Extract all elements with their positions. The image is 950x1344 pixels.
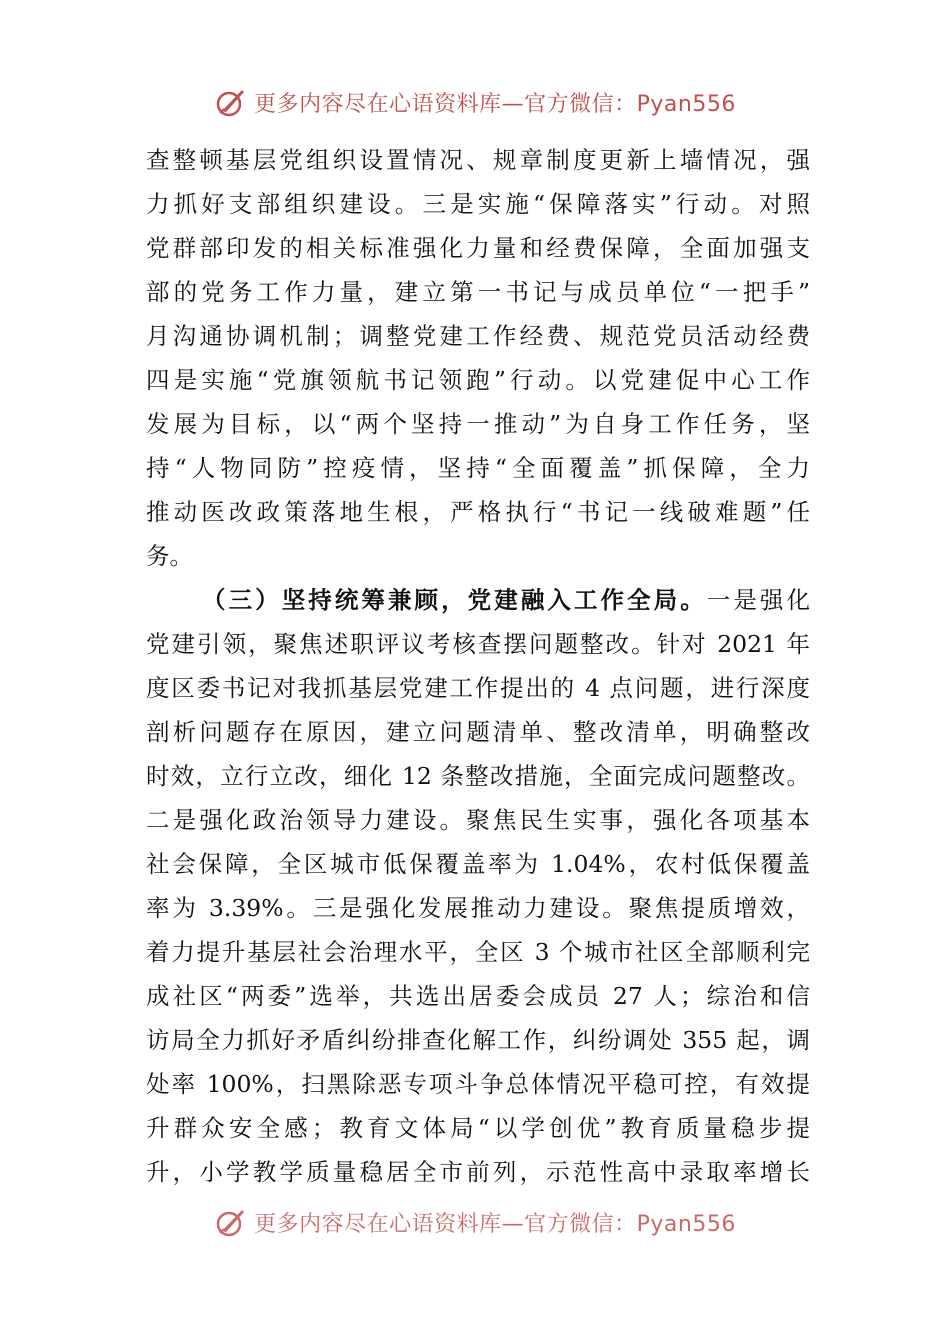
body-line: 时效，立行立改，细化 12 条整改措施，全面完成问题整改。 — [146, 762, 810, 790]
section-heading: （三）坚持统筹兼顾，党建融入工作全局。 — [202, 586, 707, 614]
footer-watermark — [0, 1200, 950, 1244]
body-line: 着力提升基层社会治理水平，全区 3 个城市社区全部顺利完 — [146, 938, 810, 966]
body-line: 社会保障，全区城市低保覆盖率为 1.04%，农村低保覆盖 — [146, 850, 810, 878]
body-line: 持“人物同防”控疫情，坚持“全面覆盖”抓保障，全力 — [146, 454, 810, 482]
body-line: 访局全力抓好矛盾纠纷排查化解工作，纠纷调处 355 起，调 — [146, 1026, 810, 1054]
body-line: 力抓好支部组织建设。三是实施“保障落实”行动。对照 — [146, 190, 810, 218]
document-body — [146, 138, 810, 1194]
body-line: 部的党务工作力量，建立第一书记与成员单位“一把手” — [146, 278, 810, 306]
body-line: 月沟通协调机制；调整党建工作经费、规范党员活动经费 — [146, 322, 810, 350]
body-line: 成社区“两委”选举，共选出居委会成员 27 人；综治和信 — [146, 982, 810, 1010]
body-line: 党建引领，聚焦述职评议考核查摆问题整改。针对 2021 年 — [146, 630, 810, 658]
watermark-text: 更多内容尽在心语资料库—官方微信：Pyan556 — [254, 1211, 736, 1237]
section-heading-line — [146, 578, 810, 622]
quill-logo-icon — [214, 1205, 248, 1239]
body-line: 升，小学教学质量稳居全市前列，示范性高中录取率增长 — [146, 1158, 810, 1186]
quill-logo-icon — [214, 85, 248, 119]
body-line: 党群部印发的相关标准强化力量和经费保障，全面加强支 — [146, 234, 810, 262]
body-line: 二是强化政治领导力建设。聚焦民生实事，强化各项基本 — [146, 806, 810, 834]
body-line: 务。 — [146, 542, 193, 570]
body-line: 四是实施“党旗领航书记领跑”行动。以党建促中心工作 — [146, 366, 810, 394]
header-watermark — [0, 80, 950, 124]
body-line: 查整顿基层党组织设置情况、规章制度更新上墙情况，强 — [146, 146, 810, 174]
watermark-text: 更多内容尽在心语资料库—官方微信：Pyan556 — [254, 91, 736, 117]
section-heading-rest: 一是强化 — [706, 586, 811, 614]
body-line: 发展为目标，以“两个坚持一推动”为自身工作任务，坚 — [146, 410, 810, 438]
body-line: 率为 3.39%。三是强化发展推动力建设。聚焦提质增效， — [146, 894, 810, 922]
body-line: 升群众安全感；教育文体局“以学创优”教育质量稳步提 — [146, 1114, 810, 1142]
body-line: 剖析问题存在原因，建立问题清单、整改清单，明确整改 — [146, 718, 810, 746]
body-line: 处率 100%，扫黑除恶专项斗争总体情况平稳可控，有效提 — [146, 1070, 810, 1098]
body-line: 度区委书记对我抓基层党建工作提出的 4 点问题，进行深度 — [146, 674, 810, 702]
body-line: 推动医改政策落地生根，严格执行“书记一线破难题”任 — [146, 498, 810, 526]
